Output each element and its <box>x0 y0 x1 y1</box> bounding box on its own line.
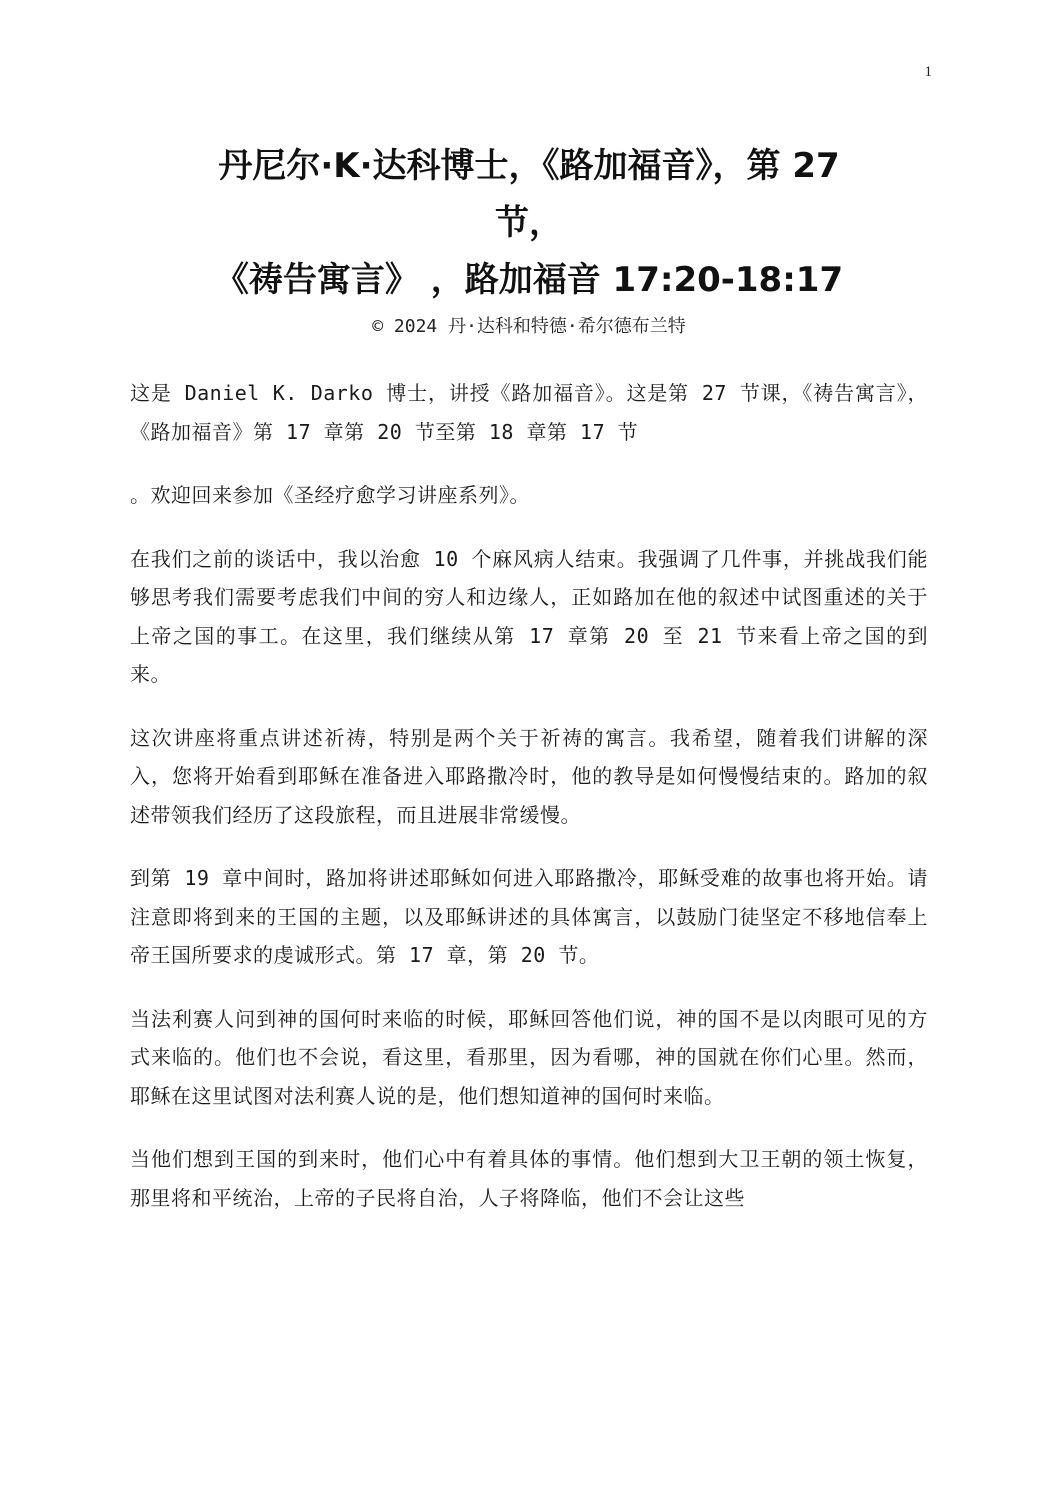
paragraph: 这次讲座将重点讲述祈祷，特别是两个关于祈祷的寓言。我希望，随着我们讲解的深入，您将开始看到耶稣在准备进入耶路撒冷时，他的教导是如何慢慢结束的。路加的叙述带领我们经历了这段旅程，而且进展非常缓慢。 <box>130 725 928 827</box>
title-line: 《祷告寓言》 ，路加福音 17:20-18:17 <box>214 260 844 300</box>
paragraph: 当法利赛人问到神的国何时来临的时候，耶稣回答他们说，神的国不是以肉眼可见的方式来临的。他们也不会说，看这里，看那里，因为看哪，神的国就在你们心里。然而，耶稣在这里试图对法利赛人说的是，他们想知道神的国何时来临。 <box>130 1006 928 1108</box>
copyright-notice: © 2024 丹·达科和特德·希尔德布兰特 <box>372 316 686 337</box>
title-line: 节， <box>495 203 563 243</box>
paragraph: 当他们想到王国的到来时，他们心中有着具体的事情。他们想到大卫王朝的领土恢复，那里将和平统治，上帝的子民将自治，人子将降临，他们不会让这些 <box>130 1147 928 1210</box>
title-line: 丹尼尔·K·达科博士，《路加福音》，第 27 <box>218 146 840 186</box>
body-text <box>130 374 928 1242</box>
document-title <box>130 138 928 309</box>
paragraph: 在我们之前的谈话中，我以治愈 10 个麻风病人结束。我强调了几件事，并挑战我们能够思考我们需要考虑我们中间的穷人和边缘人，正如路加在他的叙述中试图重述的关于上帝之国的事工。在这里，我们继续从第 17 章第 20 至 21 节来看上帝之国的到来。 <box>130 546 928 686</box>
paragraph: 到第 19 章中间时，路加将讲述耶稣如何进入耶路撒冷，耶稣受难的故事也将开始。请注意即将到来的王国的主题，以及耶稣讲述的具体寓言，以鼓励门徒坚定不移地信奉上帝王国所要求的虔诚形式。第 17 章，第 20 节。 <box>130 866 928 967</box>
paragraph: 。欢迎回来参加《圣经疗愈学习讲座系列》。 <box>130 483 530 507</box>
paragraph: 这是 Daniel K. Darko 博士，讲授《路加福音》。这是第 27 节课，《祷告寓言》，《路加福音》第 17 章第 20 节至第 18 章第 17 节 <box>130 381 928 444</box>
page-number: 1 <box>924 64 932 80</box>
